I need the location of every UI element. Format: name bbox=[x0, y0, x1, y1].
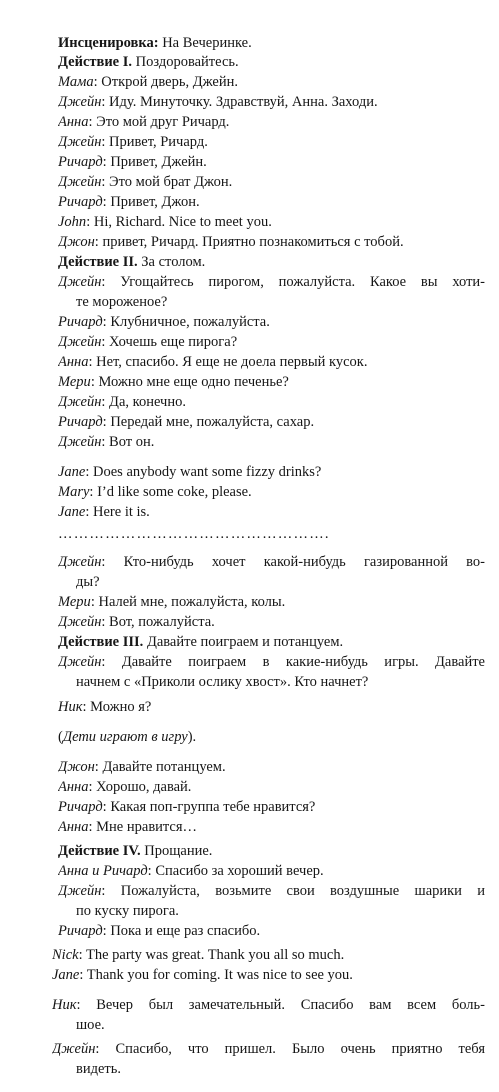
dialogue-continuation: ды? bbox=[76, 574, 100, 590]
line-text: : Here it is. bbox=[85, 504, 150, 520]
dialogue-line bbox=[58, 153, 485, 172]
line-text: : Да, конечно. bbox=[101, 394, 186, 410]
act-heading bbox=[58, 633, 485, 652]
line-text: : Можно я? bbox=[82, 699, 152, 715]
line-text: : привет, Ричард. Приятно познакомиться с тобой. bbox=[94, 234, 404, 250]
dialogue-line bbox=[58, 273, 485, 292]
dialogue-continuation: видеть. bbox=[76, 1061, 121, 1077]
speaker: Джейн bbox=[58, 434, 102, 450]
speaker: Mary bbox=[58, 484, 90, 500]
dialogue-line bbox=[58, 233, 485, 252]
line-text: : Привет, Джон. bbox=[102, 194, 200, 210]
act-title: За столом. bbox=[137, 254, 206, 270]
line-text: : Хорошо, давай. bbox=[88, 779, 192, 795]
dialogue-line bbox=[58, 133, 485, 152]
line-text: : Угощайтесь пирогом, пожалуйста. Какое вы хоти- bbox=[101, 274, 485, 290]
line-text: : The party was great. Thank you all so much. bbox=[78, 947, 345, 963]
dialogue-line bbox=[58, 353, 485, 372]
line-text: : Хочешь еще пирога? bbox=[101, 334, 238, 350]
dialogue-line bbox=[58, 862, 485, 881]
stage-open: ( bbox=[58, 729, 63, 745]
speaker: Джон bbox=[58, 234, 95, 250]
dialogue-line bbox=[58, 922, 485, 941]
dialogue-line bbox=[58, 698, 485, 717]
line-text: : Кто-нибудь хочет какой-нибудь газированной во- bbox=[101, 554, 485, 570]
dialogue-line bbox=[58, 463, 485, 482]
line-text: : Давайте поиграем в какие-нибудь игры. Давайте bbox=[101, 654, 485, 670]
speaker: Джейн bbox=[58, 614, 102, 630]
line-text: : Пожалуйста, возьмите свои воздушные шарики и bbox=[101, 883, 485, 899]
line-text: : Thank you for coming. It was nice to see you. bbox=[79, 967, 353, 983]
speaker: Мама bbox=[58, 74, 94, 90]
dialogue-line bbox=[52, 966, 485, 985]
dialogue-line bbox=[58, 333, 485, 352]
dialogue-line bbox=[58, 413, 485, 432]
speaker: Джейн bbox=[58, 654, 102, 670]
line-text: : Does anybody want some fizzy drinks? bbox=[85, 464, 322, 480]
speaker: Анна bbox=[58, 779, 89, 795]
speaker: Джейн bbox=[58, 554, 102, 570]
speaker: Ричард bbox=[58, 923, 103, 939]
line-text: : Давайте потанцуем. bbox=[94, 759, 226, 775]
speaker: Ричард bbox=[58, 799, 103, 815]
speaker: Анна bbox=[58, 114, 89, 130]
line-text: : Какая поп-группа тебе нравится? bbox=[102, 799, 316, 815]
dialogue-line bbox=[58, 173, 485, 192]
act-label: Действие II. bbox=[58, 254, 138, 270]
speaker: Ник bbox=[58, 699, 83, 715]
line-text: : Вечер был замечательный. Спасибо вам всем боль- bbox=[76, 997, 485, 1013]
line-text: : Иду. Минуточку. Здравствуй, Анна. Заходи. bbox=[101, 94, 378, 110]
speaker: Джейн bbox=[58, 174, 102, 190]
dialogue-line bbox=[58, 653, 485, 672]
dialogue-line bbox=[58, 778, 485, 797]
dialogue-line bbox=[52, 946, 485, 965]
dialogue-continuation: по куску пирога. bbox=[76, 903, 179, 919]
act-label: Действие III. bbox=[58, 634, 144, 650]
speaker: Анна bbox=[58, 354, 89, 370]
line-text: : Это мой друг Ричард. bbox=[88, 114, 230, 130]
dialogue-line bbox=[58, 73, 485, 92]
dialogue-line bbox=[52, 1040, 485, 1059]
dialogue-line bbox=[52, 996, 485, 1015]
dialogue-line bbox=[58, 113, 485, 132]
line-text: : Это мой брат Джон. bbox=[101, 174, 233, 190]
line-text: : Мне нравится… bbox=[88, 819, 198, 835]
dialogue-line bbox=[58, 818, 485, 837]
speaker: Jane bbox=[58, 464, 86, 480]
speaker: Анна bbox=[58, 819, 89, 835]
line-text: : Вот, пожалуйста. bbox=[101, 614, 215, 630]
speaker: Jane bbox=[52, 967, 80, 983]
dialogue-line bbox=[58, 373, 485, 392]
dialogue-line bbox=[58, 483, 485, 502]
line-text: : Привет, Ричард. bbox=[101, 134, 208, 150]
speaker: Джейн bbox=[58, 274, 102, 290]
stage-text: Дети играют в игру bbox=[62, 729, 188, 745]
line-text: : Пока и еще раз спасибо. bbox=[102, 923, 261, 939]
speaker: John bbox=[58, 214, 87, 230]
dialogue-continuation: начнем с «Приколи ослику хвост». Кто начнет? bbox=[76, 674, 369, 690]
dialogue-line bbox=[58, 433, 485, 452]
line-text: : Налей мне, пожалуйста, колы. bbox=[90, 594, 286, 610]
act-heading bbox=[58, 253, 485, 272]
line-text: : Клубничное, пожалуйста. bbox=[102, 314, 270, 330]
speaker: Мери bbox=[58, 374, 91, 390]
line-text: : Спасибо, что пришел. Было очень приятно тебя bbox=[95, 1041, 485, 1057]
line-text: : Hi, Richard. Nice to meet you. bbox=[86, 214, 272, 230]
speaker: Джейн bbox=[58, 883, 102, 899]
dialogue-line bbox=[58, 503, 485, 522]
stage-direction bbox=[58, 728, 485, 747]
line-text: : Открой дверь, Джейн. bbox=[93, 74, 239, 90]
dialogue-line bbox=[58, 882, 485, 901]
dialogue-line bbox=[58, 313, 485, 332]
dialogue-continuation: шое. bbox=[76, 1017, 105, 1033]
stage-close: ). bbox=[187, 729, 197, 745]
speaker: Джейн bbox=[52, 1041, 96, 1057]
line-text: : Спасибо за хороший вечер. bbox=[147, 863, 324, 879]
speaker: Джейн bbox=[58, 394, 102, 410]
speaker: Ричард bbox=[58, 314, 103, 330]
speaker: Мери bbox=[58, 594, 91, 610]
act-label: Действие I. bbox=[58, 54, 133, 70]
dialogue-line bbox=[58, 393, 485, 412]
speaker: Ричард bbox=[58, 194, 103, 210]
dialogue-line bbox=[58, 193, 485, 212]
line-text: : Вот он. bbox=[101, 434, 155, 450]
speaker: Ричард bbox=[58, 414, 103, 430]
dialogue-line bbox=[58, 798, 485, 817]
speaker: Анна и Ричард bbox=[58, 863, 148, 879]
act-heading bbox=[58, 842, 485, 861]
speaker: Nick bbox=[52, 947, 79, 963]
line-text: : I’d like some coke, please. bbox=[89, 484, 252, 500]
act-title: Поздоровайтесь. bbox=[132, 54, 239, 70]
dialogue-line bbox=[58, 93, 485, 112]
line-text: : Передай мне, пожалуйста, сахар. bbox=[102, 414, 315, 430]
speaker: Jane bbox=[58, 504, 86, 520]
line-text: : Можно мне еще одно печенье? bbox=[90, 374, 289, 390]
line-text: : Нет, спасибо. Я еще не доела первый кусок. bbox=[88, 354, 368, 370]
dialogue-line bbox=[58, 213, 485, 232]
speaker: Джейн bbox=[58, 134, 102, 150]
speaker: Джейн bbox=[58, 94, 102, 110]
title-label: Инсценировка: bbox=[58, 35, 159, 51]
dialogue-line bbox=[58, 613, 485, 632]
dialogue-line bbox=[58, 553, 485, 572]
dotted-separator: ……………………………………………. bbox=[58, 526, 330, 542]
speaker: Джейн bbox=[58, 334, 102, 350]
act-title: Давайте поиграем и потанцуем. bbox=[143, 634, 344, 650]
title-text: На Вечеринке. bbox=[158, 35, 252, 51]
dialogue-line bbox=[58, 593, 485, 612]
line-text: : Привет, Джейн. bbox=[102, 154, 207, 170]
act-label: Действие IV. bbox=[58, 843, 141, 859]
act-heading bbox=[58, 53, 485, 72]
speaker: Ник bbox=[52, 997, 77, 1013]
speaker: Ричард bbox=[58, 154, 103, 170]
act-title: Прощание. bbox=[140, 843, 213, 859]
speaker: Джон bbox=[58, 759, 95, 775]
script-title bbox=[58, 34, 485, 53]
dialogue-line bbox=[58, 758, 485, 777]
dialogue-continuation: те мороженое? bbox=[76, 294, 168, 310]
